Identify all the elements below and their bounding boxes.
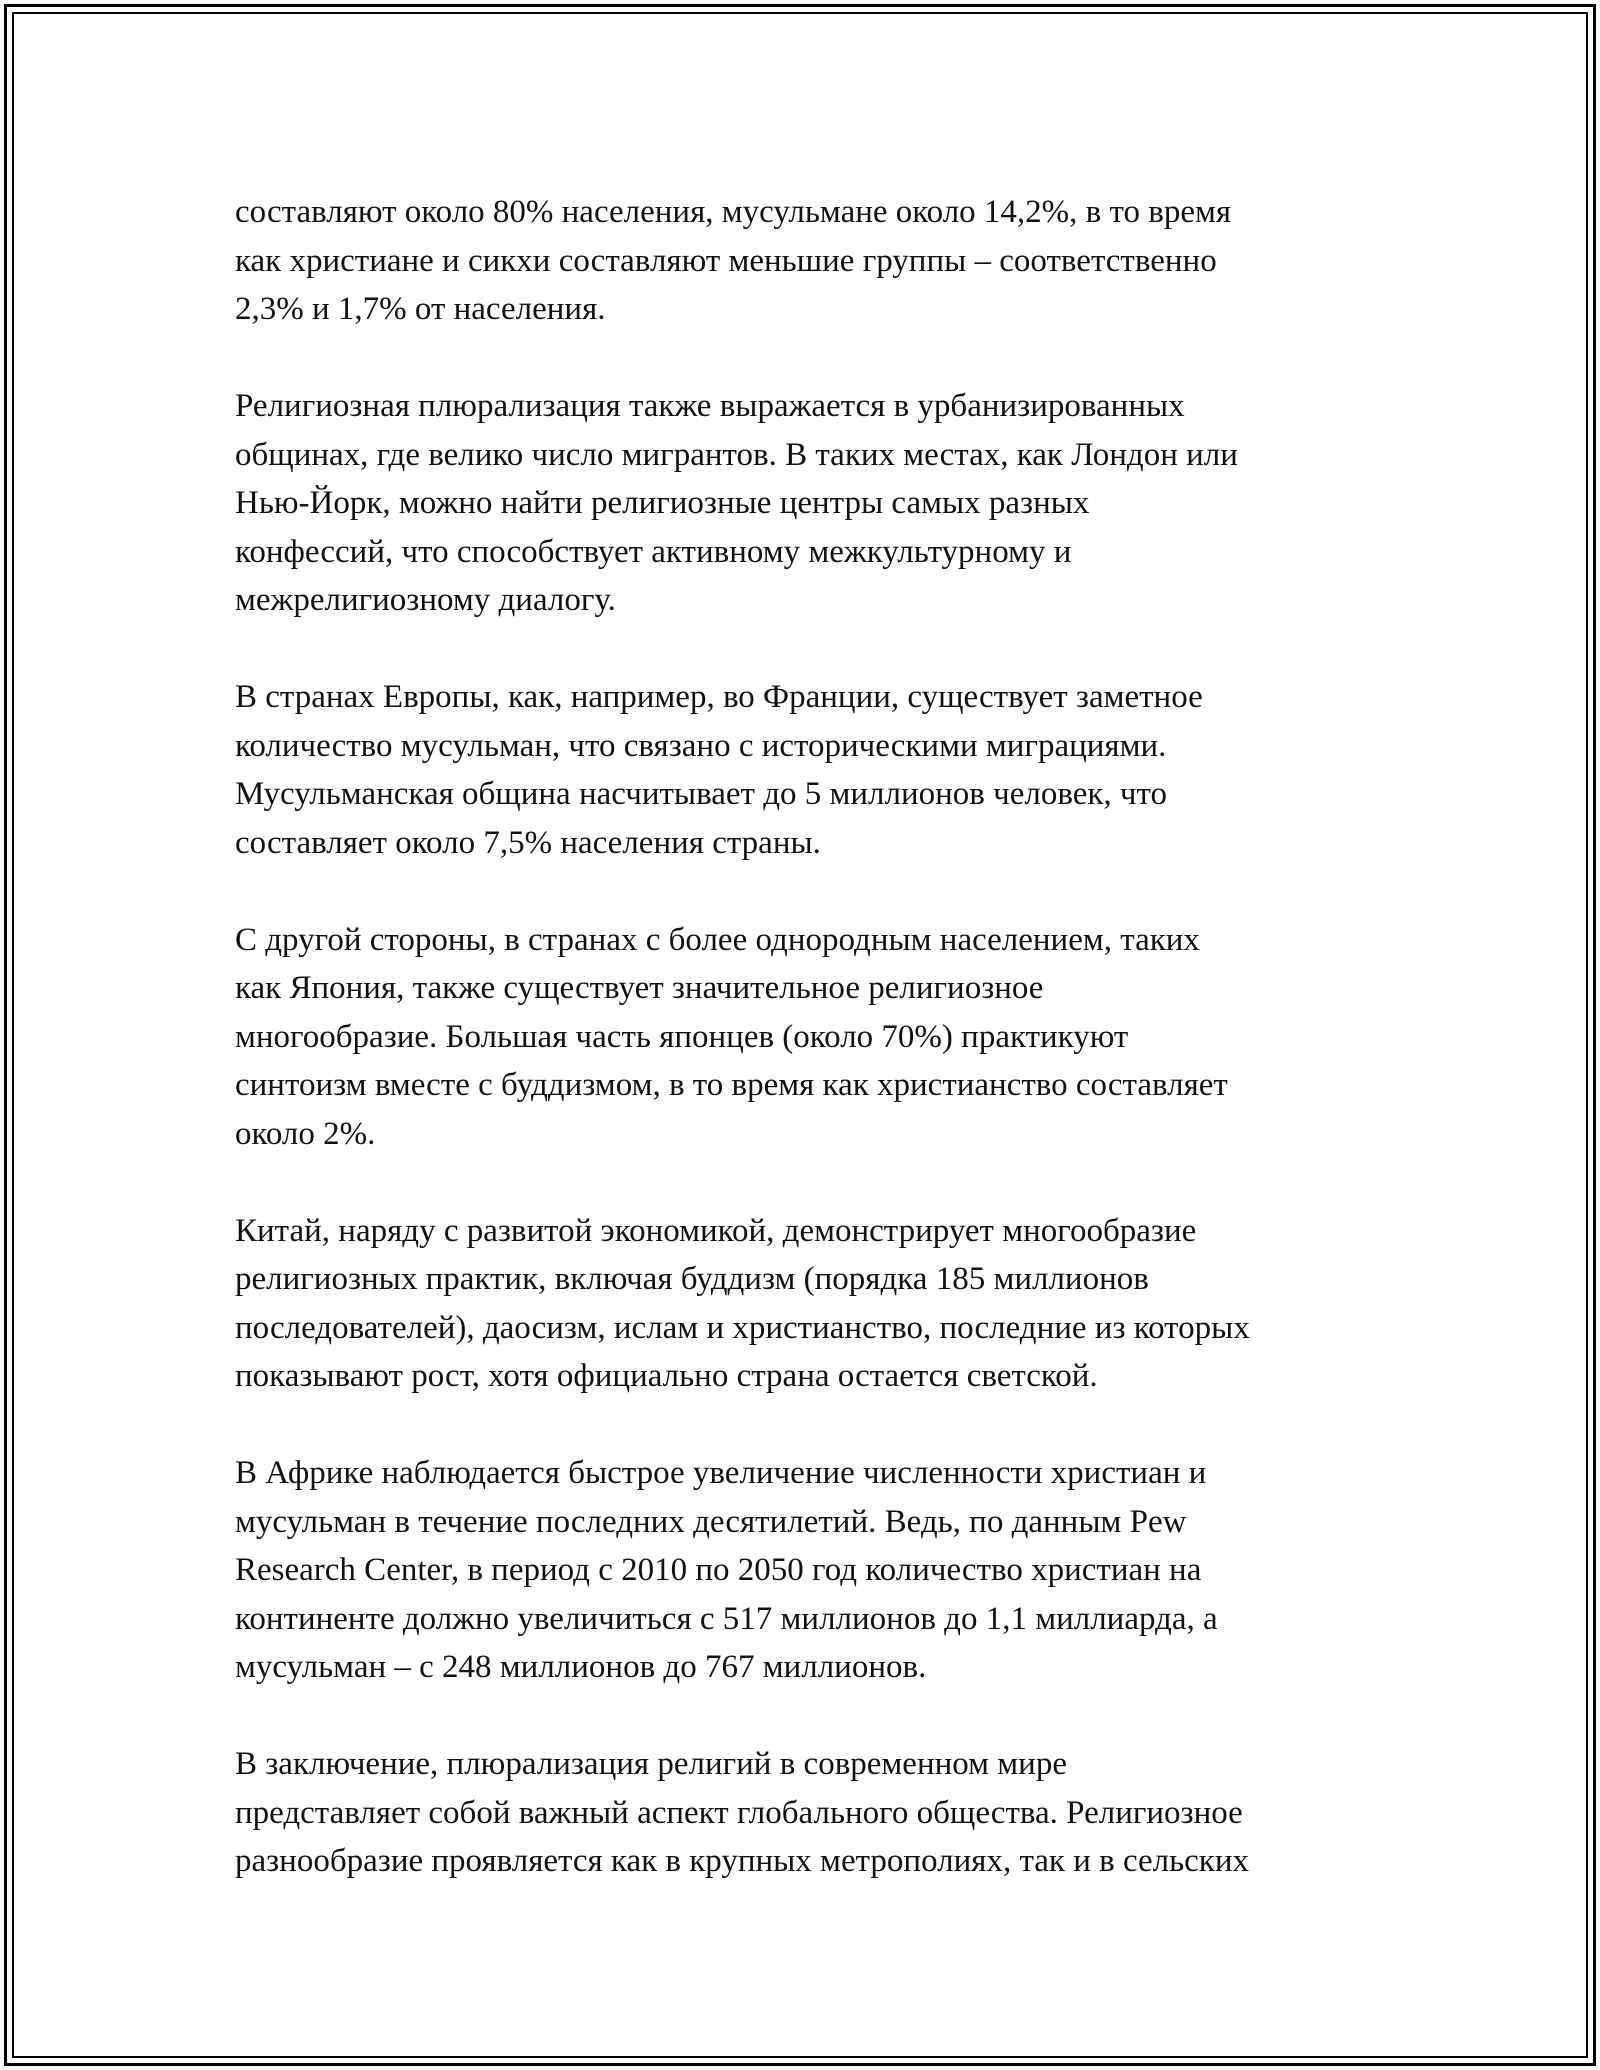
- text-line: Research Center, в период с 2010 по 2050 год количество христиан на: [235, 1552, 1202, 1588]
- text-line: представляет собой важный аспект глобального общества. Религиозное: [235, 1794, 1243, 1831]
- paragraph-7: [235, 1740, 1405, 1886]
- text-line: составляет около 7,5% населения страны.: [235, 824, 821, 861]
- text-line: общинах, где велико число мигрантов. В таких местах, как Лондон или: [235, 436, 1238, 473]
- text-line: около 2%.: [235, 1115, 376, 1152]
- text-line: синтоизм вместе с буддизмом, в то время как христианство составляет: [235, 1067, 1228, 1103]
- text-line: многообразие. Большая часть японцев (около 70%) практикуют: [235, 1018, 1129, 1055]
- paragraph-1: [235, 188, 1405, 334]
- text-line: Мусульманская община насчитывает до 5 миллионов человек, что: [235, 776, 1167, 812]
- document-body: [235, 188, 1405, 1934]
- text-line: показывают рост, хотя официально страна остается светской.: [235, 1358, 1098, 1394]
- text-line: составляют около 80% населения, мусульмане около 14,2%, в то время: [235, 194, 1232, 230]
- text-line: В Африке наблюдается быстрое увеличение численности христиан и: [235, 1455, 1207, 1491]
- text-line: Нью-Йорк, можно найти религиозные центры самых разных: [235, 485, 1090, 521]
- text-line: как Япония, также существует значительное религиозное: [235, 970, 1044, 1006]
- text-line: 2,3% и 1,7% от населения.: [235, 291, 606, 327]
- text-line: религиозных практик, включая буддизм (порядка 185 миллионов: [235, 1261, 1149, 1297]
- text-line: последователей), даосизм, ислам и христианство, последние из которых: [235, 1309, 1250, 1346]
- text-line: В странах Европы, как, например, во Франции, существует заметное: [235, 679, 1203, 715]
- text-line: разнообразие проявляется как в крупных метрополиях, так и в сельских: [235, 1843, 1249, 1879]
- paragraph-3: [235, 673, 1405, 867]
- paragraph-5: [235, 1207, 1405, 1401]
- text-line: Китай, наряду с развитой экономикой, демонстрирует многообразие: [235, 1212, 1197, 1249]
- text-line: конфессий, что способствует активному межкультурному и: [235, 533, 1072, 570]
- text-line: В заключение, плюрализация религий в современном мире: [235, 1746, 1067, 1782]
- text-line: континенте должно увеличиться с 517 миллионов до 1,1 миллиарда, а: [235, 1600, 1218, 1637]
- text-line: мусульман – с 248 миллионов до 767 миллионов.: [235, 1649, 927, 1685]
- paragraph-4: [235, 916, 1405, 1159]
- text-line: мусульман в течение последних десятилетий. Ведь, по данным Pew: [235, 1503, 1187, 1540]
- paragraph-6: [235, 1449, 1405, 1692]
- text-line: С другой стороны, в странах с более однородным населением, таких: [235, 921, 1200, 958]
- text-line: Религиозная плюрализация также выражается в урбанизированных: [235, 388, 1185, 424]
- text-line: как христиане и сикхи составляют меньшие группы – соответственно: [235, 242, 1217, 279]
- text-line: количество мусульман, что связано с историческими миграциями.: [235, 727, 1167, 764]
- text-line: межрелигиозному диалогу.: [235, 582, 616, 618]
- paragraph-2: [235, 382, 1405, 625]
